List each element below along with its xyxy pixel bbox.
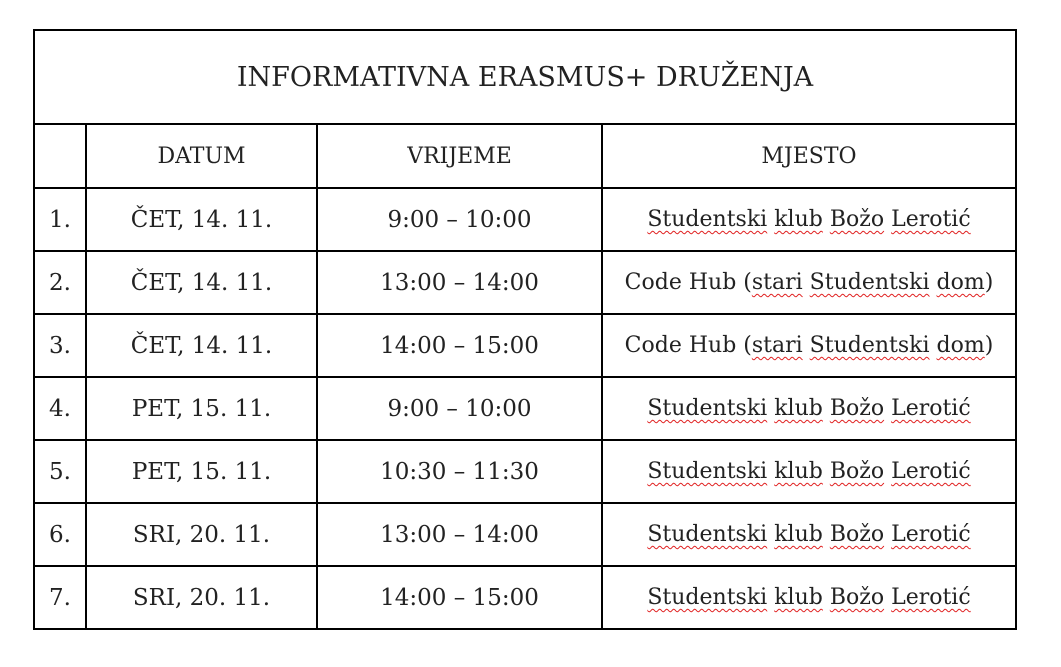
row-time: 13:00 – 14:00 [317,251,602,314]
place-word-spellcheck: klub [774,459,823,484]
place-word-spellcheck: stari [751,333,803,358]
place-word-spellcheck: Lerotić [891,396,971,421]
row-place [602,314,1016,377]
row-place [602,440,1016,503]
row-place [602,251,1016,314]
place-text [930,333,937,358]
row-time: 14:00 – 15:00 [317,314,602,377]
header-num [34,124,86,188]
place-text [823,207,830,232]
place-word-spellcheck: Lerotić [891,522,971,547]
place-text: ) [984,333,994,358]
row-date: PET, 15. 11. [86,377,317,440]
place-word-spellcheck: Lerotić [891,207,971,232]
place-text: ) [984,270,994,295]
place-text [930,270,937,295]
place-word-spellcheck: Lerotić [891,585,971,610]
table-row [34,188,1016,251]
table-row [34,566,1016,629]
row-place [602,503,1016,566]
place-word-spellcheck: Studentski [809,333,930,358]
schedule-body [34,188,1016,629]
row-number: 2. [34,251,86,314]
row-date: ČET, 14. 11. [86,188,317,251]
place-word-spellcheck: Studentski [647,585,768,610]
place-word-spellcheck: klub [774,207,823,232]
place-word-spellcheck: stari [751,270,803,295]
place-word-spellcheck: dom [936,333,985,358]
header-date: DATUM [86,124,317,188]
row-time: 14:00 – 15:00 [317,566,602,629]
place-word-spellcheck: klub [774,396,823,421]
place-text [823,396,830,421]
place-word-spellcheck: klub [774,585,823,610]
header-place: MJESTO [602,124,1016,188]
row-number: 5. [34,440,86,503]
header-time: VRIJEME [317,124,602,188]
place-word-spellcheck: klub [774,522,823,547]
row-place [602,188,1016,251]
place-text [803,333,810,358]
place-word-spellcheck: Lerotić [891,459,971,484]
place-text [803,270,810,295]
row-time: 10:30 – 11:30 [317,440,602,503]
row-date: PET, 15. 11. [86,440,317,503]
row-date: SRI, 20. 11. [86,566,317,629]
place-text [823,585,830,610]
place-word-spellcheck: Božo [829,207,885,232]
place-word-spellcheck: Studentski [647,396,768,421]
row-number: 3. [34,314,86,377]
place-text [823,522,830,547]
place-text: Code Hub ( [624,270,752,295]
row-place [602,566,1016,629]
row-date: ČET, 14. 11. [86,314,317,377]
row-place [602,377,1016,440]
table-row [34,503,1016,566]
place-word-spellcheck: Studentski [647,459,768,484]
place-word-spellcheck: Studentski [809,270,930,295]
place-word-spellcheck: Božo [829,522,885,547]
row-date: SRI, 20. 11. [86,503,317,566]
place-word-spellcheck: Studentski [647,207,768,232]
table-row [34,314,1016,377]
row-number: 6. [34,503,86,566]
row-time: 9:00 – 10:00 [317,377,602,440]
place-word-spellcheck: Božo [829,585,885,610]
place-word-spellcheck: Božo [829,459,885,484]
row-number: 4. [34,377,86,440]
schedule-table [33,29,1017,630]
header-row [34,124,1016,188]
row-date: ČET, 14. 11. [86,251,317,314]
table-row [34,440,1016,503]
place-text [823,459,830,484]
row-number: 7. [34,566,86,629]
place-word-spellcheck: Božo [829,396,885,421]
row-time: 9:00 – 10:00 [317,188,602,251]
table-row [34,377,1016,440]
place-text: Code Hub ( [624,333,752,358]
row-time: 13:00 – 14:00 [317,503,602,566]
place-word-spellcheck: Studentski [647,522,768,547]
table-title: INFORMATIVNA ERASMUS+ DRUŽENJA [34,30,1016,124]
place-word-spellcheck: dom [936,270,985,295]
title-row [34,30,1016,124]
row-number: 1. [34,188,86,251]
table-row [34,251,1016,314]
